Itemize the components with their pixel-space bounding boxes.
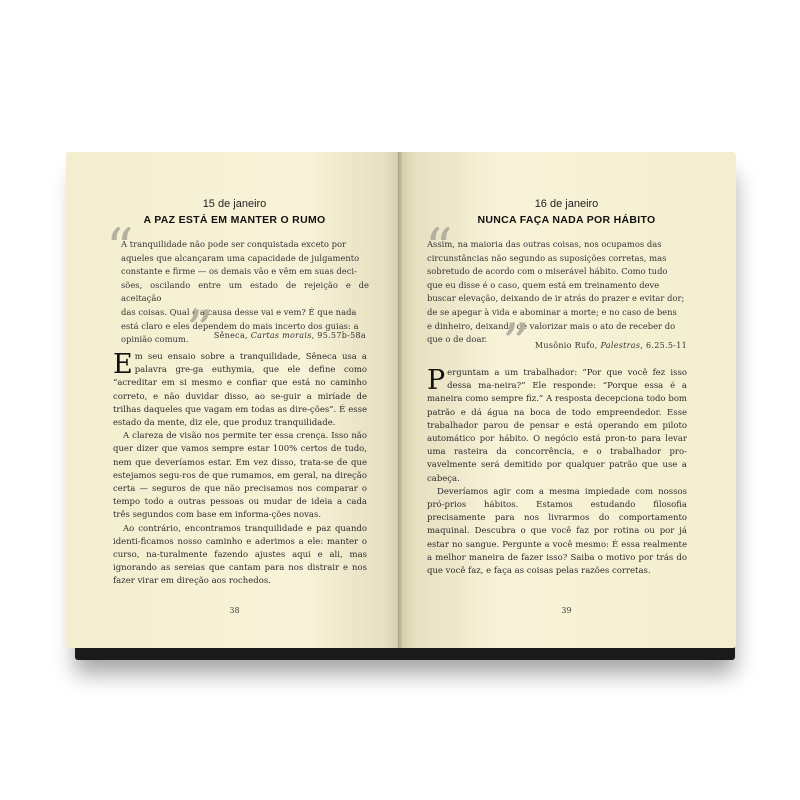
right-page [397,152,736,648]
page-number: 38 [229,606,240,615]
quote-line: sobretudo de acordo com o miserável hábito. Como tudo [427,266,668,277]
left-page [66,152,403,648]
work-title: Palestras [600,341,641,350]
close-quote-icon: ” [186,299,214,362]
quote-line: de se apegar à vida e abominar a morte; e no caso de bens [427,306,677,317]
work-reference: , 6.25.5-11 [640,341,687,350]
open-quote-icon: “ [425,217,453,280]
author-name: Sêneca, [213,331,248,340]
body-paragraph: Deveríamos agir com a mesma impiedade com nossos pró-prios hábitos. Estamos estudando filosofia precisamente para nos livrarmos do comportamento maquinal. Descubra o que você faz por rotina ou por já estar no sangue. Pergunte a você mesmo: É essa realmente a melhor maneira de fazer isso? Saiba o motivo por trás do que você faz, e faça as coisas pelas razões corretas. [427,486,687,577]
quote-line: que o de doar. [427,334,488,345]
quote-line: A tranquilidade não pode ser conquistada exceto por [121,239,347,249]
quote-line: constante e firme — os demais vão e vêm em suas deci- [121,266,357,277]
work-title: Cartas morais [250,331,312,340]
quote-line: buscar elevação, deixando de ir atrás do prazer e evitar dor; [427,293,685,304]
close-quote-icon: ” [502,312,530,375]
right-epigraph [427,238,685,347]
body-paragraph: A clareza de visão nos permite ter essa crença. Isso não quer dizer que vamos sempre estar 100% certos de tudo, nem que deveríamos estar. Em vez disso, trata-se de que estejamos segu-ros de que rumamos, em geral, na direção certa — seguros de que não precisamos nos comparar o tempo todo a outras pessoas ou mudar de ideia a cada três segundos com base em informa-ções novas. [113,431,367,521]
quote-line: das coisas. Qual é a causa desse vai e vem? É que nada [121,306,357,317]
body-paragraph: Em seu ensaio sobre a tranquilidade, Sêneca usa a palavra gre-ga euthymia, que ele define como “acreditar em si mesmo e confiar que está no caminho correto, e não duvidar disso, ao se-guir a miríade de trilhas daqueles que vagam em todas as dire-ções”. É esse estado da mente, diz ele, que produz tranquilidade. [113,349,367,429]
quote-line: e dinheiro, deixando de valorizar mais o ato de receber do [427,320,676,331]
right-page-title: NUNCA FAÇA NADA POR HÁBITO [477,214,656,226]
left-page-title: A PAZ ESTÁ EM MANTER O RUMO [143,214,326,226]
drop-cap: P [427,365,446,396]
open-quote-icon: “ [106,217,134,280]
drop-cap: E [113,349,133,380]
work-reference: , 95.57b-58a [311,331,366,340]
quote-line: sões, oscilando entre um estado de rejeição e de aceitação [121,279,369,304]
quote-line: aqueles que alcançaram uma capacidade de julgamento [121,252,360,263]
left-attribution [206,331,366,340]
quote-line: Assim, na maioria das outras coisas, nos ocupamos das [427,239,662,249]
author-name: Musônio Rufo, [534,341,598,350]
page-number: 39 [561,606,572,615]
right-body-text [427,367,687,578]
quote-line: circunstâncias não segundo as suposições corretas, mas [427,252,667,263]
quote-line: está claro e eles dependem do mais incerto dos guias: a [121,320,359,331]
left-page-date: 15 de janeiro [202,198,267,210]
book-gutter [398,152,402,648]
right-page-date: 16 de janeiro [534,198,599,210]
quote-line: que eu disse é o caso, quem está em treinamento deve [427,279,660,290]
left-body-text [113,351,367,589]
quote-line: opinião comum. [121,334,189,345]
right-attribution [517,341,687,350]
body-paragraph: Perguntam a um trabalhador: “Por que você fez isso dessa ma-neira?” Ele responde: “Porque essa é a maneira como sempre fiz.” A resposta decepciona todo bom patrão e dá água na boca de todo empreendedor. Esse trabalhador parou de pensar e está operando em piloto automático por hábito. O negócio está pron-to para levar uma rasteira da concorrência, e o trabalhador pro-vavelmente será demitido por qualquer patrão que use a cabeça. [427,365,687,484]
body-paragraph: Ao contrário, encontramos tranquilidade e paz quando identi-ficamos nosso caminho e aderimos a ele: manter o curso, na-turalmente fazendo ajustes aqui e ali, mas ignorando as sereias que cantam para nos distrair e nos fazer virar em direção aos rochedos. [113,523,367,587]
